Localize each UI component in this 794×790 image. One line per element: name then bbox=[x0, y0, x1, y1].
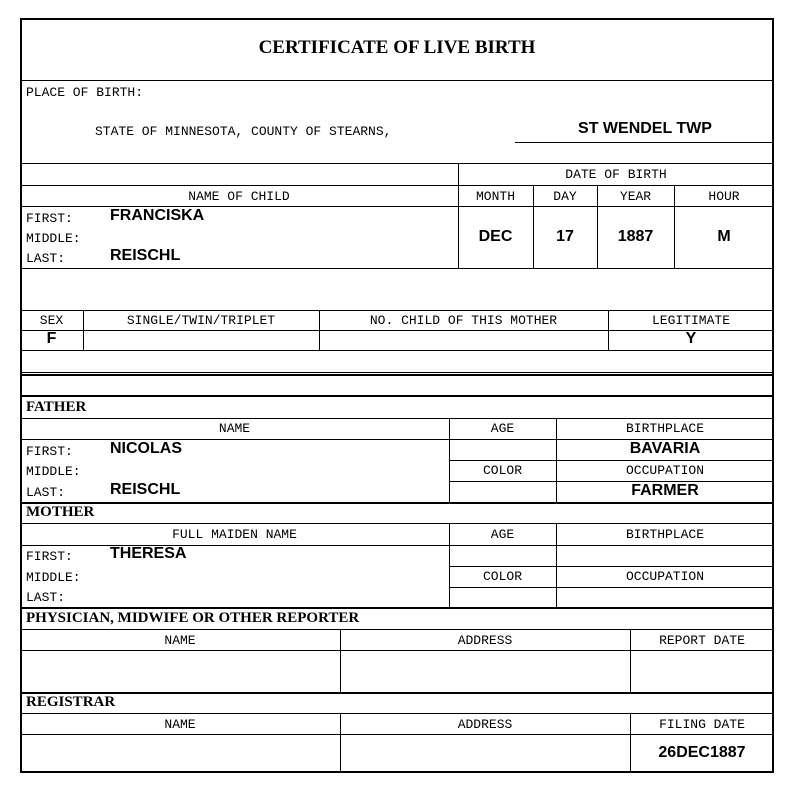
divider bbox=[20, 374, 774, 376]
divider bbox=[449, 566, 774, 567]
mother-name-header: FULL MAIDEN NAME bbox=[172, 527, 297, 542]
sex-header: SEX bbox=[39, 313, 64, 328]
township-value: ST WENDEL TWP bbox=[578, 120, 712, 137]
physician-name-header: NAME bbox=[164, 633, 196, 648]
divider bbox=[20, 310, 774, 311]
mother-age-header: AGE bbox=[490, 527, 515, 542]
sex-value: F bbox=[46, 330, 57, 347]
father-age-header: AGE bbox=[490, 421, 515, 436]
month-header: MONTH bbox=[475, 189, 515, 204]
father-occupation-value: FARMER bbox=[631, 482, 699, 499]
divider bbox=[20, 629, 774, 630]
mother-occupation-header: OCCUPATION bbox=[625, 569, 704, 584]
name-of-child-header: NAME OF CHILD bbox=[188, 189, 290, 204]
divider bbox=[20, 372, 774, 373]
divider bbox=[20, 185, 774, 186]
divider bbox=[20, 268, 774, 269]
mother-last-label: LAST: bbox=[26, 590, 66, 605]
birth-year-value: 1887 bbox=[617, 228, 654, 245]
father-section-title: FATHER bbox=[26, 399, 87, 415]
child-last-name: REISCHL bbox=[110, 247, 181, 264]
township-underline bbox=[515, 142, 774, 143]
divider bbox=[458, 163, 774, 164]
divider bbox=[20, 607, 774, 609]
state-county-text: STATE OF MINNESOTA, COUNTY OF STEARNS, bbox=[95, 124, 392, 139]
child-number-header: NO. CHILD OF THIS MOTHER bbox=[369, 313, 558, 328]
child-first-name: FRANCISKA bbox=[110, 207, 205, 224]
father-first-name: NICOLAS bbox=[110, 440, 182, 457]
filing-date-value: 26DEC1887 bbox=[658, 744, 746, 761]
day-header: DAY bbox=[553, 189, 577, 204]
divider bbox=[20, 650, 774, 651]
year-header: YEAR bbox=[619, 189, 652, 204]
divider bbox=[20, 395, 774, 397]
place-of-birth-label: PLACE OF BIRTH: bbox=[26, 85, 144, 100]
divider bbox=[20, 502, 774, 504]
mother-first-name: THERESA bbox=[110, 545, 187, 562]
divider bbox=[20, 523, 774, 524]
father-birthplace-header: BIRTHPLACE bbox=[625, 421, 704, 436]
father-name-header: NAME bbox=[218, 421, 251, 436]
plurality-header: SINGLE/TWIN/TRIPLET bbox=[126, 313, 276, 328]
legitimate-header: LEGITIMATE bbox=[651, 313, 730, 328]
report-date-header: REPORT DATE bbox=[659, 633, 745, 648]
divider bbox=[449, 587, 774, 588]
child-last-label: LAST: bbox=[26, 251, 66, 266]
divider bbox=[20, 692, 774, 694]
divider bbox=[449, 460, 774, 461]
divider bbox=[20, 734, 774, 735]
divider bbox=[20, 713, 774, 714]
hour-header: HOUR bbox=[708, 189, 740, 204]
filing-date-header: FILING DATE bbox=[659, 717, 745, 732]
mother-section-title: MOTHER bbox=[26, 504, 95, 520]
father-first-label: FIRST: bbox=[26, 444, 73, 459]
registrar-section-title: REGISTRAR bbox=[26, 694, 116, 710]
father-last-name: REISCHL bbox=[110, 481, 181, 498]
birth-month-value: DEC bbox=[478, 228, 513, 245]
father-middle-label: MIDDLE: bbox=[26, 464, 81, 479]
divider bbox=[20, 80, 774, 81]
child-first-label: FIRST: bbox=[26, 211, 73, 226]
birth-hour-value: M bbox=[717, 228, 731, 245]
child-middle-label: MIDDLE: bbox=[26, 231, 81, 246]
registrar-address-header: ADDRESS bbox=[457, 717, 513, 732]
physician-address-header: ADDRESS bbox=[457, 633, 513, 648]
mother-middle-label: MIDDLE: bbox=[26, 570, 81, 585]
registrar-name-header: NAME bbox=[164, 717, 196, 732]
mother-first-label: FIRST: bbox=[26, 549, 73, 564]
father-last-label: LAST: bbox=[26, 485, 66, 500]
father-birthplace-value: BAVARIA bbox=[629, 440, 701, 457]
mother-color-header: COLOR bbox=[482, 569, 522, 584]
physician-section-title: PHYSICIAN, MIDWIFE OR OTHER REPORTER bbox=[26, 610, 360, 626]
divider bbox=[20, 350, 774, 351]
mother-birthplace-header: BIRTHPLACE bbox=[625, 527, 704, 542]
father-color-header: COLOR bbox=[482, 463, 522, 478]
date-of-birth-header: DATE OF BIRTH bbox=[565, 167, 667, 182]
birth-day-value: 17 bbox=[556, 228, 574, 245]
legitimate-value: Y bbox=[685, 330, 697, 347]
father-occupation-header: OCCUPATION bbox=[625, 463, 704, 478]
certificate-title: CERTIFICATE OF LIVE BIRTH bbox=[258, 37, 536, 58]
divider bbox=[20, 418, 774, 419]
